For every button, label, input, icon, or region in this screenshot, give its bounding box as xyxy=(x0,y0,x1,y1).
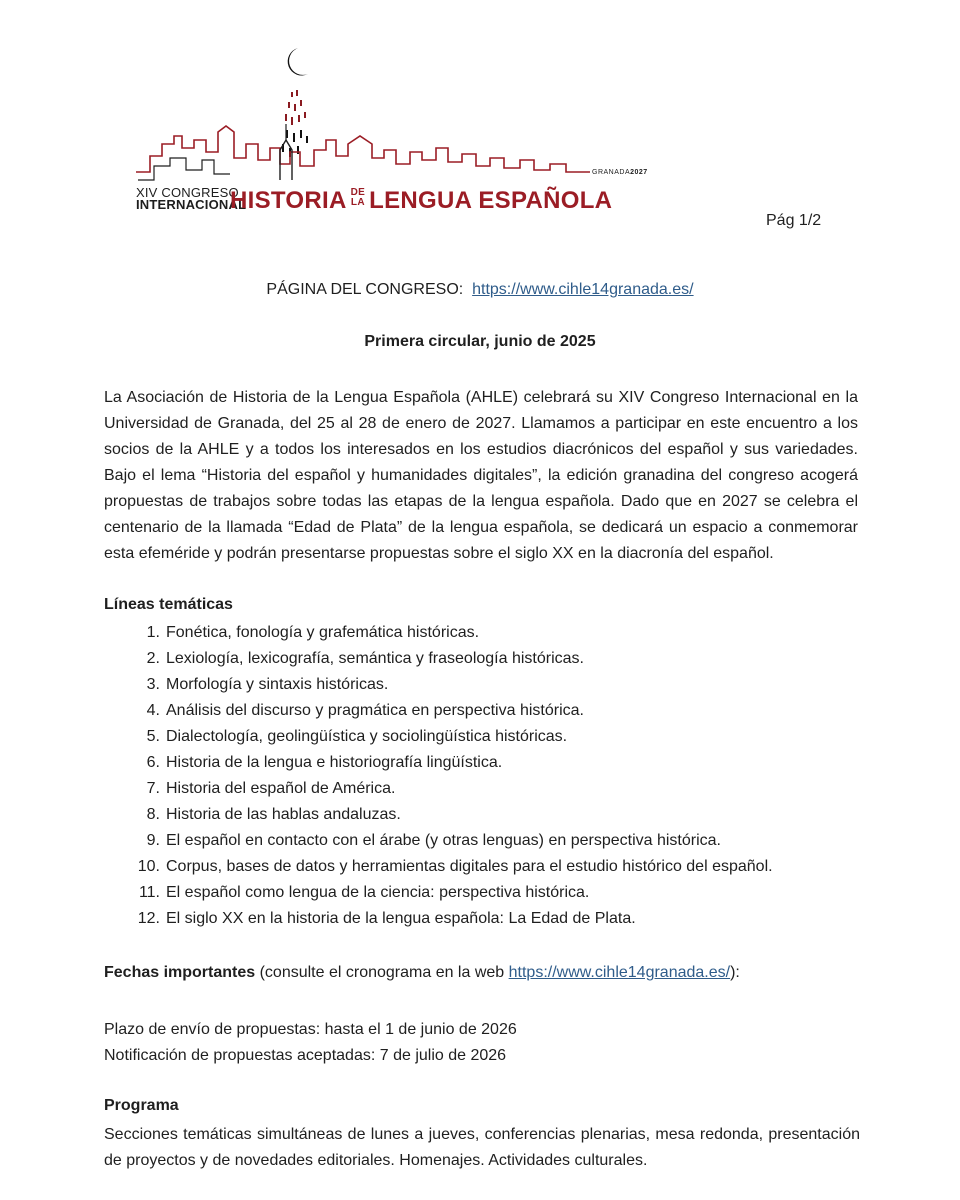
fechas-line xyxy=(104,964,740,982)
logo-wordmark xyxy=(230,187,612,217)
linea-text: Dialectología, geolingüística y sociolingüística históricas. xyxy=(166,728,568,745)
linea-number: 5. xyxy=(146,728,160,745)
intro-paragraph: La Asociación de Historia de la Lengua Española (AHLE) celebrará su XIV Congreso Internacional en la Universidad de Granada, del 25 al 28 de enero de 2027. Llamamos a participar en este encuentro a los socios de la AHLE y a todos los interesados en los estudios diacrónicos del español y sus variedades. Bajo el lema “Historia del español y humanidades digitales”, la edición granadina del congreso acogerá propuestas de trabajos sobre todas las etapas de la lengua española. Dado que en 2027 se celebra el centenario de la llamada “Edad de Plata” de la lengua española, se dedicará un espacio a conmemorar esta efeméride y podrán presentarse propuestas sobre el siglo XX en la diacronía del español. xyxy=(104,389,858,562)
fechas-dates xyxy=(104,1017,517,1069)
linea-number: 12. xyxy=(137,910,160,927)
linea-item xyxy=(104,802,864,828)
programa-text: Secciones temáticas simultáneas de lunes a jueves, conferencias plenarias, mesa redonda, presentación de proyectos y de novedades editoriales. Homenajes. Actividades culturales. xyxy=(104,1126,860,1169)
linea-text: Historia de las hablas andaluzas. xyxy=(166,806,401,823)
linea-text: Lexiología, lexicografía, semántica y fraseología históricas. xyxy=(166,650,584,667)
linea-text: Corpus, bases de datos y herramientas digitales para el estudio histórico del español. xyxy=(166,858,773,875)
lineas-title: Líneas temáticas xyxy=(104,596,233,613)
logo-granada-prefix: GRANADA xyxy=(592,169,631,176)
logo-congreso-line1: XIV CONGRESO xyxy=(136,185,239,200)
linea-item xyxy=(104,906,864,932)
linea-number: 6. xyxy=(146,754,160,771)
congress-page-label: PÁGINA DEL CONGRESO: xyxy=(266,281,464,298)
linea-item xyxy=(104,646,864,672)
page-number: Pág 1/2 xyxy=(766,212,822,229)
fechas-link[interactable]: https://www.cihle14granada.es/ xyxy=(508,964,731,981)
linea-number: 7. xyxy=(146,780,160,797)
congress-page-link[interactable]: https://www.cihle14granada.es/ xyxy=(472,281,694,298)
linea-item xyxy=(104,828,864,854)
fechas-note-after: ): xyxy=(730,964,740,981)
linea-number: 10. xyxy=(137,858,160,875)
linea-item xyxy=(104,620,864,646)
linea-text: Morfología y sintaxis históricas. xyxy=(166,676,389,693)
linea-number: 9. xyxy=(146,832,160,849)
logo-word-la: LA xyxy=(350,197,365,208)
linea-text: Análisis del discurso y pragmática en perspectiva histórica. xyxy=(166,702,584,719)
logo-word-historia: HISTORIA xyxy=(230,187,347,214)
linea-text: Historia del español de América. xyxy=(166,780,396,797)
linea-number: 1. xyxy=(146,624,160,641)
congress-logo xyxy=(130,40,650,220)
linea-item xyxy=(104,854,864,880)
plazo-line: Plazo de envío de propuestas: hasta el 1 de junio de 2026 xyxy=(104,1021,517,1038)
linea-text: El siglo XX en la historia de la lengua española: La Edad de Plata. xyxy=(166,910,636,927)
linea-item xyxy=(104,880,864,906)
fechas-title: Fechas importantes xyxy=(104,964,256,981)
logo-granada-year: 2027 xyxy=(630,169,648,176)
linea-text: El español como lengua de la ciencia: perspectiva histórica. xyxy=(166,884,590,901)
circular-title: Primera circular, junio de 2025 xyxy=(364,333,596,350)
logo-de-la-stack xyxy=(351,188,366,208)
linea-text: El español en contacto con el árabe (y otras lenguas) en perspectiva histórica. xyxy=(166,832,721,849)
fechas-note-before: (consulte el cronograma en la web xyxy=(255,964,509,981)
linea-item xyxy=(104,672,864,698)
linea-text: Historia de la lengua e historiografía lingüística. xyxy=(166,754,503,771)
programa-title: Programa xyxy=(104,1097,179,1114)
logo-word-lengua: LENGUA ESPAÑOLA xyxy=(369,187,613,214)
linea-item xyxy=(104,776,864,802)
linea-number: 8. xyxy=(146,806,160,823)
linea-item xyxy=(104,698,864,724)
logo-congreso-line2: INTERNACIONAL xyxy=(136,197,247,212)
logo-granada-text xyxy=(592,169,648,176)
congress-page-line xyxy=(0,281,960,299)
linea-item xyxy=(104,750,864,776)
linea-number: 11. xyxy=(138,884,160,901)
logo-word-de: DE xyxy=(350,187,366,198)
lineas-list xyxy=(104,620,864,932)
linea-number: 3. xyxy=(146,676,160,693)
linea-item xyxy=(104,724,864,750)
linea-number: 4. xyxy=(146,702,160,719)
notificacion-line: Notificación de propuestas aceptadas: 7 de julio de 2026 xyxy=(104,1047,507,1064)
linea-text: Fonética, fonología y grafemática históricas. xyxy=(166,624,480,641)
linea-number: 2. xyxy=(146,650,160,667)
